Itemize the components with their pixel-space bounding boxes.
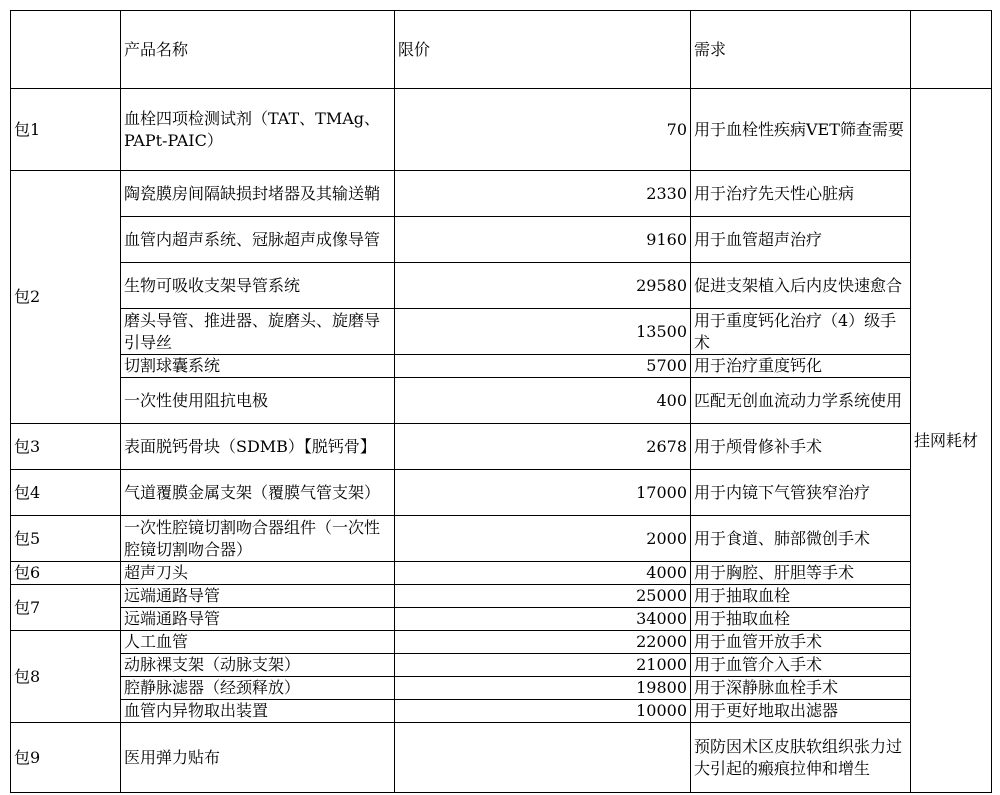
product-name: 切割球囊系统 (121, 355, 395, 378)
demand-text: 用于内镜下气管狭窄治疗 (691, 470, 911, 516)
price-value: 5700 (395, 355, 691, 378)
product-name: 陶瓷膜房间隔缺损封堵器及其输送鞘 (121, 171, 395, 217)
table-row (11, 171, 992, 217)
demand-text: 促进支架植入后内皮快速愈合 (691, 263, 911, 309)
package-label: 包8 (11, 631, 121, 723)
price-value: 34000 (395, 608, 691, 631)
price-value: 19800 (395, 677, 691, 700)
price-value: 400 (395, 378, 691, 424)
price-value: 10000 (395, 700, 691, 723)
header-cell-product: 产品名称 (121, 11, 395, 89)
product-name: 血栓四项检测试剂（TAT、TMAg、PAPt-PAIC） (121, 89, 395, 171)
procurement-table (10, 10, 992, 793)
table-row (11, 654, 992, 677)
table-row (11, 608, 992, 631)
price-value: 70 (395, 89, 691, 171)
header-cell-blank (11, 11, 121, 89)
demand-text: 用于治疗重度钙化 (691, 355, 911, 378)
product-name: 超声刀头 (121, 562, 395, 585)
price-value: 2000 (395, 516, 691, 562)
table-row (11, 89, 992, 171)
price-value (395, 723, 691, 793)
table-row (11, 424, 992, 470)
table-row (11, 723, 992, 793)
table-row (11, 562, 992, 585)
table-row (11, 585, 992, 608)
package-label: 包3 (11, 424, 121, 470)
package-label: 包5 (11, 516, 121, 562)
demand-text: 用于食道、肺部微创手术 (691, 516, 911, 562)
package-label: 包2 (11, 171, 121, 424)
price-value: 9160 (395, 217, 691, 263)
price-value: 2330 (395, 171, 691, 217)
price-value: 13500 (395, 309, 691, 355)
product-name: 远端通路导管 (121, 608, 395, 631)
price-value: 4000 (395, 562, 691, 585)
demand-text: 预防因术区皮肤软组织张力过大引起的瘢痕拉伸和增生 (691, 723, 911, 793)
package-label: 包6 (11, 562, 121, 585)
demand-text: 用于血栓性疾病VET筛查需要 (691, 89, 911, 171)
product-name: 血管内超声系统、冠脉超声成像导管 (121, 217, 395, 263)
table-row (11, 217, 992, 263)
price-value: 29580 (395, 263, 691, 309)
package-label: 包1 (11, 89, 121, 171)
demand-text: 用于血管开放手术 (691, 631, 911, 654)
demand-text: 用于血管介入手术 (691, 654, 911, 677)
price-value: 17000 (395, 470, 691, 516)
demand-text: 用于治疗先天性心脏病 (691, 171, 911, 217)
category-cell: 挂网耗材 (911, 89, 992, 793)
table-row (11, 470, 992, 516)
header-cell-demand: 需求 (691, 11, 911, 89)
product-name: 医用弹力贴布 (121, 723, 395, 793)
product-name: 血管内异物取出装置 (121, 700, 395, 723)
price-value: 2678 (395, 424, 691, 470)
demand-text: 用于胸腔、肝胆等手术 (691, 562, 911, 585)
product-name: 磨头导管、推进器、旋磨头、旋磨导引导丝 (121, 309, 395, 355)
demand-text: 用于重度钙化治疗（4）级手术 (691, 309, 911, 355)
demand-text: 用于血管超声治疗 (691, 217, 911, 263)
demand-text: 用于深静脉血栓手术 (691, 677, 911, 700)
table-row (11, 309, 992, 355)
product-name: 远端通路导管 (121, 585, 395, 608)
product-name: 一次性使用阻抗电极 (121, 378, 395, 424)
product-name: 气道覆膜金属支架（覆膜气管支架） (121, 470, 395, 516)
package-label: 包9 (11, 723, 121, 793)
price-value: 22000 (395, 631, 691, 654)
price-value: 21000 (395, 654, 691, 677)
demand-text: 用于抽取血栓 (691, 585, 911, 608)
product-name: 人工血管 (121, 631, 395, 654)
table-row (11, 631, 992, 654)
price-value: 25000 (395, 585, 691, 608)
header-row (11, 11, 992, 89)
table-row (11, 677, 992, 700)
demand-text: 用于抽取血栓 (691, 608, 911, 631)
table-row (11, 700, 992, 723)
product-name: 腔静脉滤器（经颈释放） (121, 677, 395, 700)
header-cell-category (911, 11, 992, 89)
product-name: 动脉裸支架（动脉支架） (121, 654, 395, 677)
demand-text: 用于颅骨修补手术 (691, 424, 911, 470)
table-row (11, 355, 992, 378)
header-cell-price: 限价 (395, 11, 691, 89)
product-name: 表面脱钙骨块（SDMB）【脱钙骨】 (121, 424, 395, 470)
demand-text: 匹配无创血流动力学系统使用 (691, 378, 911, 424)
table-row (11, 378, 992, 424)
table-row (11, 263, 992, 309)
demand-text: 用于更好地取出滤器 (691, 700, 911, 723)
package-label: 包4 (11, 470, 121, 516)
product-name: 生物可吸收支架导管系统 (121, 263, 395, 309)
table-row (11, 516, 992, 562)
product-name: 一次性腔镜切割吻合器组件（一次性腔镜切割吻合器） (121, 516, 395, 562)
package-label: 包7 (11, 585, 121, 631)
